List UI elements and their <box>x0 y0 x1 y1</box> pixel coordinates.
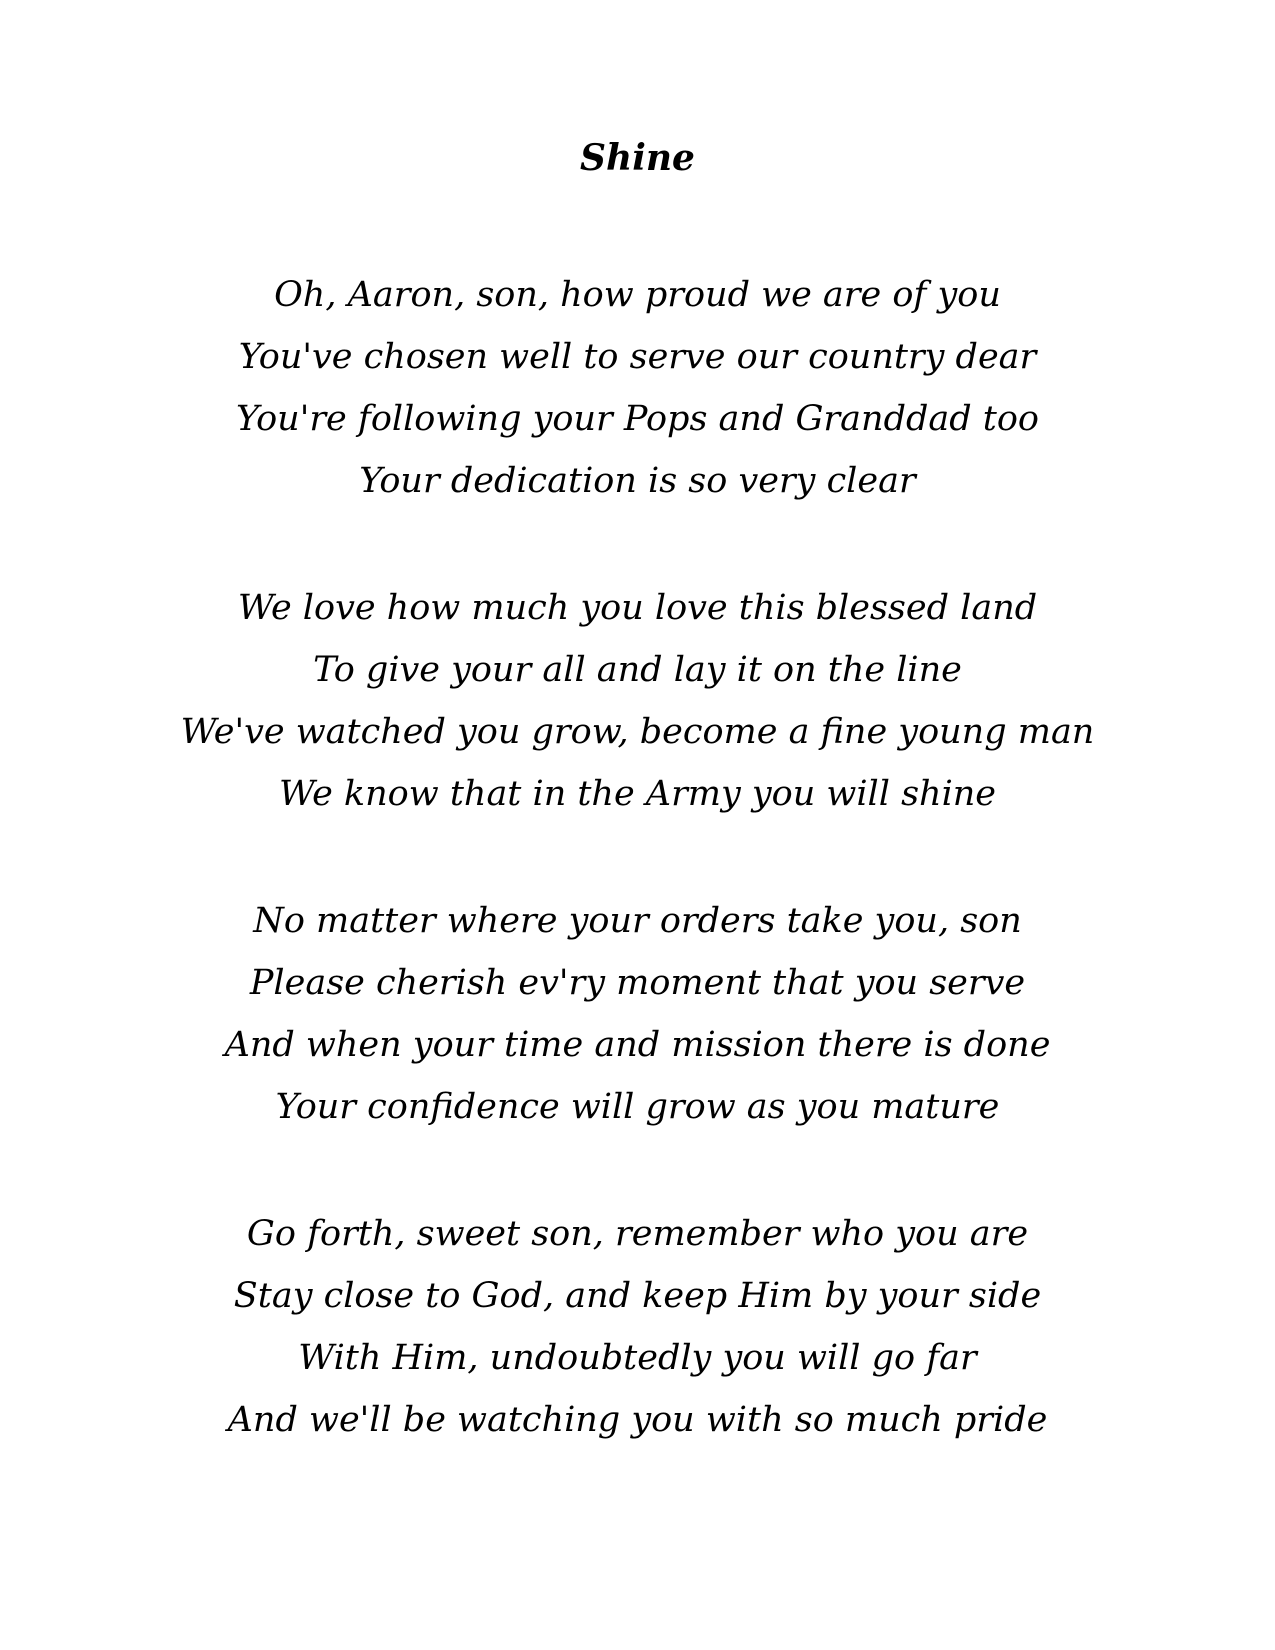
poem-line: Go forth, sweet son, remember who you are <box>246 1214 1029 1254</box>
poem-line: Stay close to God, and keep Him by your side <box>233 1276 1042 1316</box>
poem-line: We love how much you love this blessed land <box>237 588 1038 628</box>
poem-line: And when your time and mission there is done <box>224 1025 1051 1065</box>
poem-line: With Him, undoubtedly you will go far <box>298 1338 977 1378</box>
poem-line: To give your all and lay it on the line <box>313 650 962 690</box>
poem-line: No matter where your orders take you, son <box>253 901 1022 941</box>
poem-line: Your confidence will grow as you mature <box>275 1087 1000 1127</box>
poem-line: We've watched you grow, become a fine young man <box>180 712 1095 752</box>
poem-line: Your dedication is so very clear <box>359 461 916 501</box>
stanza-2 <box>0 577 1275 825</box>
poem-line: Oh, Aaron, son, how proud we are of you <box>274 275 1001 315</box>
poem-line: And we'll be watching you with so much pride <box>227 1400 1048 1440</box>
poem-title: Shine <box>580 137 695 179</box>
stanza-3 <box>0 890 1275 1138</box>
poem-line: You're following your Pops and Granddad too <box>236 399 1039 439</box>
stanza-4 <box>0 1203 1275 1451</box>
stanza-1 <box>0 264 1275 512</box>
poem-line: We know that in the Army you will shine <box>278 774 997 814</box>
poem-line: You've chosen well to serve our country dear <box>238 337 1037 377</box>
poem-line: Please cherish ev'ry moment that you serve <box>249 963 1026 1003</box>
